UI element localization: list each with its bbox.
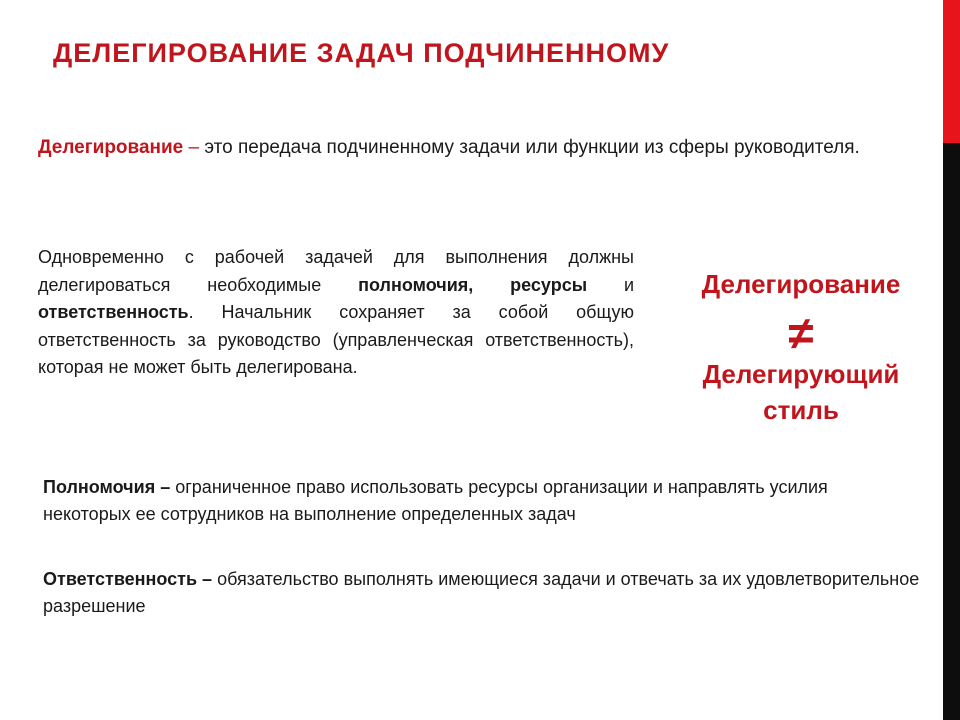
comparison-block: [672, 266, 930, 428]
responsibility-text: обязательство выполнять имеющиеся задачи и отвечать за их удовлетворительное разрешение: [43, 569, 920, 616]
definition-term: Делегирование: [38, 137, 184, 158]
responsibility-term: Ответственность –: [43, 569, 213, 589]
responsibility-definition: [43, 566, 923, 620]
powers-term: Полномочия –: [43, 477, 171, 497]
powers-text: ограниченное право использовать ресурсы организации и направлять усилия некоторых ее сотрудников на выполнение определенных задач: [43, 477, 828, 524]
delegation-definition: [38, 134, 902, 162]
definition-dash: –: [183, 137, 205, 158]
slide-title: ДЕЛЕГИРОВАНИЕ ЗАДАЧ ПОДЧИНЕННОМУ: [53, 38, 670, 68]
paragraph-bold-1: полномочия, ресурсы: [358, 274, 588, 295]
side-accent-bar-red: [943, 0, 960, 143]
side-accent-bar-black: [943, 143, 960, 720]
powers-definition: [43, 474, 873, 528]
paragraph-part-3: . Начальник сохраняет за собой общую ответственность за руководство (управленческая ответственность), которая не может быть делегирована.: [38, 302, 634, 377]
comparison-term-delegation: Делегирование: [701, 269, 901, 299]
paragraph-bold-2: ответственность: [38, 302, 189, 322]
definition-text: это передача подчиненному задачи или функции из сферы руководителя.: [204, 137, 860, 158]
delegation-paragraph: [38, 244, 634, 382]
paragraph-part-1: Одновременно с рабочей задачей для выполнения должны делегироваться необходимые: [38, 247, 634, 295]
comparison-term-style: Делегирующий стиль: [702, 359, 900, 425]
not-equal-symbol: ≠: [788, 307, 814, 359]
paragraph-part-2: и: [587, 274, 635, 295]
